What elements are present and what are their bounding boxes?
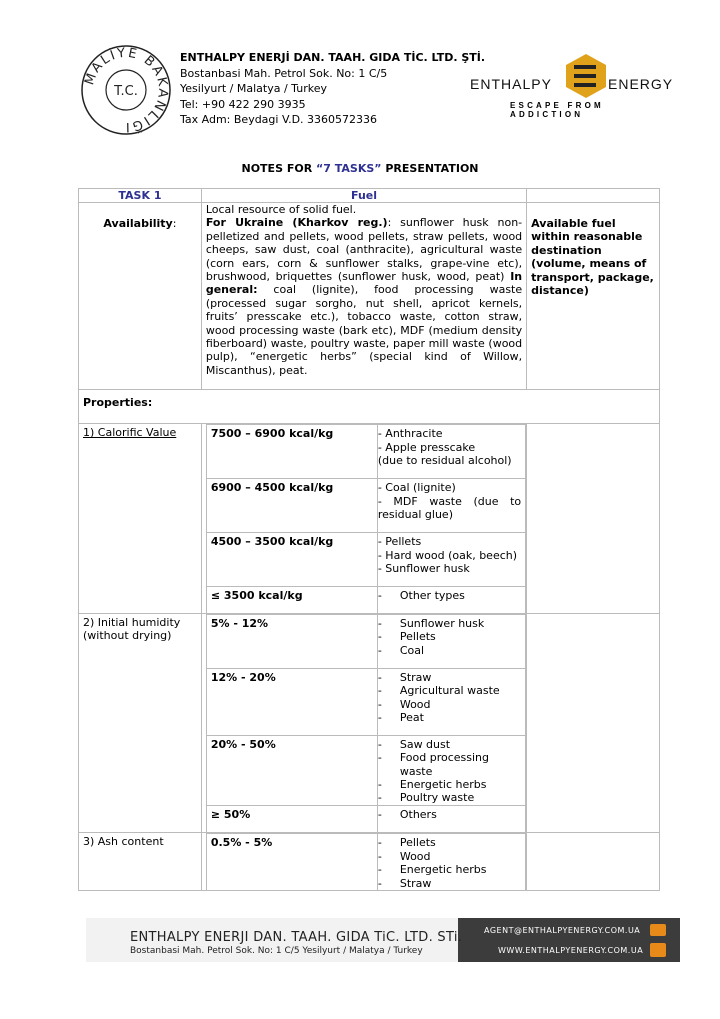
task-header: TASK 1 — [79, 189, 202, 203]
humidity-range: 5% - 12% — [206, 614, 377, 668]
calorific-range: 6900 – 4500 kcal/kg — [206, 479, 377, 533]
list-item: - Hard wood (oak, beech) — [377, 548, 518, 562]
table-row — [206, 668, 525, 735]
ministry-seal — [80, 44, 172, 136]
list-item: - Others — [378, 808, 521, 821]
calorific-items — [377, 425, 525, 479]
company-name: ENTHALPY ENERJİ DAN. TAAH. GIDA TİC. LTD. ŞTİ. — [180, 51, 486, 64]
footer-email[interactable]: AGENT@ENTHALPYENERGY.COM.UA — [484, 926, 641, 935]
list-item: - Anthracite — [377, 427, 443, 441]
humidity-label-cell — [79, 613, 202, 833]
humidity-items — [377, 614, 525, 668]
humidity-items — [377, 668, 525, 735]
footer-company-name: ENTHALPY ENERJI DAN. TAAH. GIDA TiC. LTD. STi. — [130, 930, 463, 945]
list-item: - Pellets — [377, 535, 422, 549]
company-tel: Tel: +90 422 290 3935 — [180, 97, 306, 111]
calorific-items — [377, 533, 525, 587]
ash-subtable — [206, 833, 526, 890]
svg-text:T.C.: T.C. — [114, 84, 138, 99]
ash-details — [201, 833, 526, 891]
calorific-details — [201, 424, 526, 614]
list-item: - Straw — [378, 671, 521, 684]
company-info — [180, 50, 485, 128]
list-item: - Straw — [378, 877, 521, 890]
humidity-empty-cell — [527, 613, 660, 833]
company-address-1: Bostanbasi Mah. Petrol Sok. No: 1 C/5 — [180, 66, 388, 80]
list-item: - Sunflower husk — [377, 562, 470, 576]
table-row — [206, 735, 525, 805]
availability-colon: : — [172, 217, 177, 230]
list-item: - Other types — [378, 589, 521, 602]
calorific-range: 7500 – 6900 kcal/kg — [206, 425, 377, 479]
table-row — [206, 587, 525, 613]
list-item: - Saw dust — [378, 738, 521, 751]
logo-mark-icon — [566, 54, 606, 98]
table-row — [206, 614, 525, 668]
availability-note: Available fuel within reasonable destination (volume, means of transport, package, distance) — [527, 203, 660, 390]
list-item: - MDF waste (due to residual glue) — [377, 494, 522, 522]
list-item: (due to residual alcohol) — [377, 454, 512, 468]
list-item: - Pellets — [378, 836, 521, 849]
table-row — [206, 834, 525, 890]
ash-range: 0.5% - 5% — [206, 834, 377, 890]
availability-label-cell — [79, 203, 202, 390]
availability-row — [79, 203, 660, 390]
header-empty-cell — [527, 189, 660, 203]
properties-row — [79, 390, 660, 424]
general-label: In general: — [205, 270, 523, 297]
calorific-empty-cell — [527, 424, 660, 614]
ukraine-text: : sunflower husk non-pelletized and pellets, wood pellets, straw pellets, wood cheeps, saw dust, coal (anthracite), agricultural waste (corn ears, corn & sunflower stalks, grape-vine etc), brushwood, briquettes (sunflower husk, wood, peat) — [205, 216, 523, 284]
availability-text — [201, 203, 526, 390]
fuel-header: Fuel — [201, 189, 526, 203]
title-highlight: “7 TASKS” — [316, 162, 382, 175]
task-table — [78, 188, 660, 891]
title-suffix: PRESENTATION — [385, 162, 479, 175]
humidity-range: ≥ 50% — [206, 805, 377, 832]
table-row — [206, 533, 525, 587]
calorific-label: 1) Calorific Value — [83, 426, 177, 440]
calorific-range: ≤ 3500 kcal/kg — [206, 587, 377, 613]
enthalpy-logo — [470, 54, 674, 119]
ash-row — [79, 833, 660, 891]
humidity-label: 2) Initial humidity — [83, 615, 181, 629]
humidity-sublabel: (without drying) — [83, 629, 172, 643]
list-item: - Apple presscake — [377, 440, 476, 454]
availability-intro: Local resource of solid fuel. — [205, 203, 357, 216]
calorific-items — [377, 587, 525, 613]
svg-text:MALİYE BAKANLIĞI: MALİYE BAKANLIĞI — [82, 45, 171, 135]
humidity-row — [79, 613, 660, 833]
list-item: - Wood — [378, 698, 521, 711]
list-item: - Sunflower husk — [378, 617, 521, 630]
humidity-items — [377, 735, 525, 805]
calorific-items — [377, 479, 525, 533]
company-address-2: Yesilyurt / Malatya / Turkey — [180, 82, 327, 95]
list-item: - Coal (lignite) — [377, 481, 456, 495]
company-tax: Tax Adm: Beydagi V.D. 3360572336 — [180, 113, 378, 126]
humidity-details — [201, 613, 526, 833]
list-item: - Energetic herbs — [378, 863, 521, 876]
humidity-range: 20% - 50% — [206, 735, 377, 805]
calorific-label-cell — [79, 424, 202, 614]
envelope-icon — [650, 924, 666, 936]
list-item: - Peat — [378, 711, 521, 724]
table-row — [206, 425, 525, 479]
humidity-range: 12% - 20% — [206, 668, 377, 735]
humidity-items — [377, 805, 525, 832]
availability-label: Availability — [103, 217, 173, 230]
link-icon — [650, 943, 666, 957]
footer-website[interactable]: WWW.ENTHALPYENERGY.COM.UA — [498, 946, 644, 955]
logo-word-left: ENTHALPY — [470, 76, 552, 92]
humidity-subtable — [206, 614, 526, 833]
calorific-subtable — [206, 424, 526, 613]
logo-word-right: ENERGY — [608, 76, 674, 92]
footer-banner — [86, 918, 680, 962]
table-row — [206, 479, 525, 533]
table-row — [206, 805, 525, 832]
table-header-row — [79, 189, 660, 203]
list-item: - Agricultural waste — [378, 684, 521, 697]
ash-empty-cell — [527, 833, 660, 891]
title-prefix: NOTES FOR — [241, 162, 313, 175]
footer-address: Bostanbasi Mah. Petrol Sok. No: 1 C/5 Yesilyurt / Malatya / Turkey — [130, 946, 423, 956]
general-text: coal (lignite), food processing waste (processed sugar sorgho, nut shell, apricot kernels, fruits’ presscake etc.), tobacco waste, cotton straw, wood processing waste (bark etc), MDF (medium density fiberboard) waste, poultry waste, paper mill waste (wood pulp), “energetic herbs” (special kind of Willow, Miscanthus), peat. — [205, 283, 523, 377]
list-item: - Coal — [378, 644, 521, 657]
ash-label: 3) Ash content — [79, 833, 202, 891]
ash-items — [377, 834, 525, 890]
logo-slogan: ESCAPE FROM ADDICTION — [510, 101, 604, 119]
list-item: - Energetic herbs — [378, 778, 521, 791]
ukraine-label: For Ukraine (Kharkov reg.) — [205, 216, 388, 230]
calorific-row — [79, 424, 660, 614]
list-item: - Wood — [378, 850, 521, 863]
list-item: - Food processing waste — [378, 751, 521, 778]
list-item: - Poultry waste — [378, 791, 521, 804]
calorific-range: 4500 – 3500 kcal/kg — [206, 533, 377, 587]
document-title — [0, 162, 720, 175]
list-item: - Pellets — [378, 630, 521, 643]
properties-label: Properties: — [79, 390, 660, 424]
